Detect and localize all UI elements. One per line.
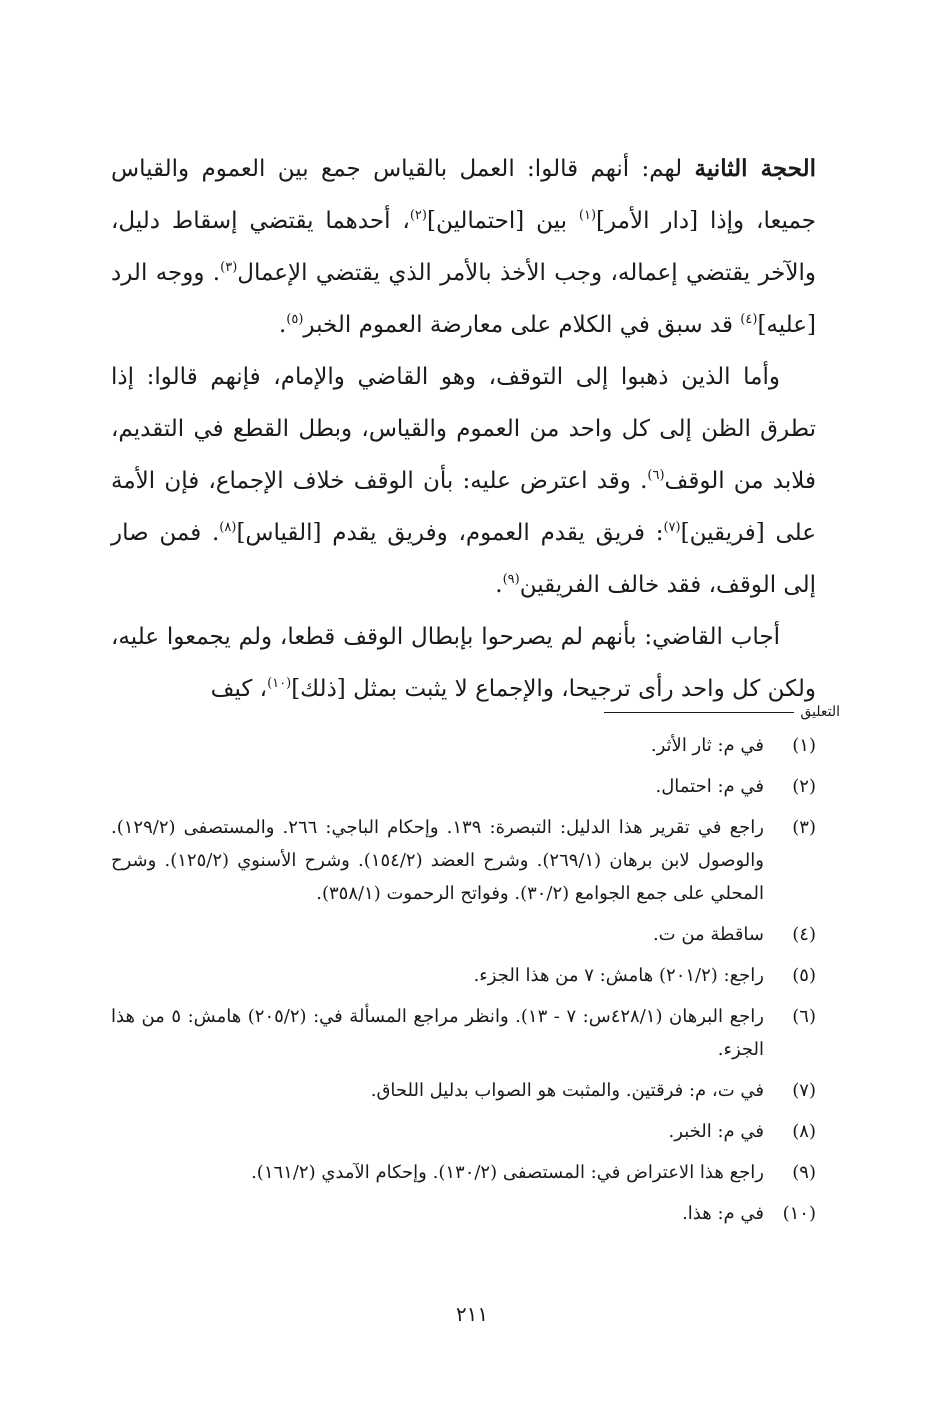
footnote-item — [111, 729, 816, 762]
footnote-item — [111, 1156, 816, 1189]
page-number: ٢١١ — [455, 1302, 489, 1326]
footnote-separator-label: التعليق — [800, 704, 840, 720]
footnote-text: في م: احتمال. — [655, 776, 764, 797]
footnotes-list — [111, 729, 816, 1238]
text-run: ، كيف — [210, 676, 268, 702]
footnote-text: ساقطة من ت. — [652, 924, 764, 945]
footnote-number: (١) — [792, 735, 816, 756]
text-run: . وقد اعترض عليه: بأن الوقف خلاف الإجماع، فإن الأمة على [فريقين] — [111, 468, 816, 546]
footnote-text: راجع البرهان (٤٢٨/١س: ٧ - ١٣). وانظر مراجع المسألة في: (٢٠٥/٢) هامش: ٥ من هذا الجزء. — [111, 1006, 764, 1060]
text-run: : فريق يقدم العموم، وفريق يقدم [القياس] — [236, 520, 664, 546]
paragraph-1 — [111, 143, 816, 351]
main-text — [111, 143, 816, 715]
footnote-ref-6[interactable]: (٦) — [647, 468, 665, 483]
footnote-number: (٦) — [792, 1006, 816, 1027]
footnote-ref-1[interactable]: (١) — [578, 208, 597, 223]
text-run: لهم: أنهم قالوا: العمل بالقياس جمع بين العموم والقياس جميعا، وإذا [دار الأمر] — [111, 156, 817, 234]
footnote-number: (٢) — [792, 776, 816, 797]
footnote-text: في م: ثار الأثر. — [650, 735, 764, 756]
footnote-ref-9[interactable]: (٩) — [502, 572, 520, 587]
text-run: وأما الذين ذهبوا إلى التوقف، وهو القاضي والإمام، فإنهم قالوا: إذا تطرق الظن إلى كل واحد من العموم والقياس، وبطل القطع في التقديم، فلابد من الوقف — [111, 364, 816, 494]
footnote-item — [111, 770, 816, 803]
footnote-item — [111, 1000, 816, 1066]
text-run: . — [495, 572, 503, 598]
text-run: . فمن صار إلى الوقف، فقد خالف الفريقين — [111, 520, 816, 598]
argument-heading: الحجة الثانية — [694, 155, 817, 182]
footnote-number: (٨) — [792, 1121, 816, 1142]
footnote-number: (١٠) — [782, 1203, 816, 1224]
text-run: ، أحدهما يقتضي إسقاط دليل، والآخر يقتضي إعماله، وجب الأخذ بالأمر الذي يقتضي الإعمال — [111, 208, 816, 286]
paragraph-2 — [111, 351, 816, 611]
footnote-text: في م: الخبر. — [668, 1121, 764, 1142]
footnote-item — [111, 918, 816, 951]
footnote-ref-7[interactable]: (٧) — [663, 520, 681, 535]
footnote-number: (٧) — [792, 1080, 816, 1101]
footnote-text: راجع هذا الاعتراض في: المستصفى (١٣٠/٢). وإحكام الآمدي (١٦١/٢). — [251, 1162, 764, 1183]
footnote-number: (٣) — [792, 817, 816, 838]
footnote-ref-10[interactable]: (١٠) — [267, 676, 292, 691]
footnote-ref-3[interactable]: (٣) — [220, 260, 238, 275]
text-run: أجاب القاضي: بأنهم لم يصرحوا بإبطال الوقف قطعا، ولم يجمعوا عليه، ولكن كل واحد رأى ترجيحا، والإجماع لا يثبت بمثل [ذلك] — [111, 624, 816, 702]
footnote-item — [111, 1115, 816, 1148]
paragraph-3 — [111, 611, 816, 715]
footnote-text: في ت، م: فرقتين. والمثبت هو الصواب بدليل اللحاق. — [370, 1080, 764, 1101]
footnote-text: في م: هذا. — [682, 1203, 764, 1224]
footnote-item — [111, 959, 816, 992]
footnote-number: (٥) — [792, 965, 816, 986]
footnote-text: راجع: (٢٠١/٢) هامش: ٧ من هذا الجزء. — [473, 965, 764, 986]
footnote-number: (٤) — [792, 924, 816, 945]
footnote-number: (٩) — [792, 1162, 816, 1183]
footnote-ref-8[interactable]: (٨) — [219, 520, 237, 535]
footnote-item — [111, 811, 816, 910]
footnote-separator-line — [604, 712, 794, 713]
footnote-item — [111, 1197, 816, 1230]
footnote-text: راجع في تقرير هذا الدليل: التبصرة: ١٣٩. وإحكام الباجي: ٢٦٦. والمستصفى (١٢٩/٢). والوصول لابن برهان (٢٦٩/١). وشرح العضد (١٥٤/٢). وشرح الأسنوي (١٢٥/٢). وشرح المحلي على جمع الجوامع (٣٠/٢). وفواتح الرحموت (٣٥٨/١). — [111, 817, 764, 904]
text-run: بين [احتمالين] — [426, 208, 579, 234]
footnote-ref-5[interactable]: (٥) — [286, 312, 304, 327]
text-run: . ووجه الرد [عليه] — [111, 260, 816, 338]
footnote-ref-2[interactable]: (٢) — [409, 208, 427, 223]
footnote-item — [111, 1074, 816, 1107]
footnote-ref-4[interactable]: (٤) — [740, 312, 758, 327]
text-run: قد سبق في الكلام على معارضة العموم الخبر — [303, 312, 741, 338]
text-run: . — [278, 312, 287, 338]
